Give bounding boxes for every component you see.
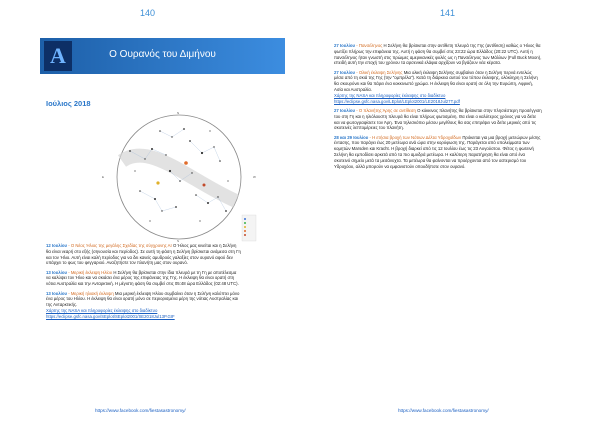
left-text-column bbox=[46, 243, 242, 323]
sky-chart bbox=[100, 111, 258, 243]
event-paragraph: 12 Ιουλίου - Ο Νέος Ήλιος της μεγάλης Σχεδίας της σύγχρονης ΑΙ Ο Ήλιος μας κινείται και η Σελήνη θα είναι νεαρή στο εξής (σηνουσία και περίοδος). Σε αυτή τη φάση η Σελήνη βρίσκεται ανάμεσα στη Γη και τον Ήλιο. Αυτή είναι καλή περίοδος για να δει κανείς αμυδρούς γαλαξίες στον ουρανό αφού δεν υπάρχει το φως του φεγγαριού. Αναζητήστε τον πλανήτη μας στον ουρανό. bbox=[46, 243, 241, 266]
nasa-map-link[interactable]: Χάρτης της NASA και πληροφορίες έκλειψης στο διαδίκτυο bbox=[46, 307, 158, 313]
facebook-footer-link[interactable]: https://www.facebook.com/fiestasastronomy/ bbox=[95, 408, 186, 413]
nasa-map-link[interactable]: Χάρτης της NASA και πληροφορίες έκλειψης στο διαδίκτυο bbox=[334, 92, 446, 98]
event-paragraph: 27 Ιουλίου - Ο πλανήτης Άρης σε αντίθεση Ο κόκκινος πλανήτης θα βρίσκεται στην πλησιέστερη προσέγγιση του στη Γη και η ηλιόλουστη πλευρά θα είναι πλήρως φωτισμένη. Θα είναι ο καλύτερος χρόνος για να δείτε και να φωτογραφίσετε τον Άρη. Ένα τηλεσκόπιο μέσου μεγέθους θα σας επιτρέψει να δείτε μερικές από τις σκοτεινές λεπτομέρειες του πλανήτη. bbox=[334, 107, 542, 131]
right-page bbox=[300, 0, 600, 424]
event-paragraph: 28 και 29 Ιουλίου - Η ετήσια βροχή των Νότιων Δέλτα Υδροχοΐδων Πρόκειται για μια βροχή μετεώρων μέσης έντασης, που παράγει έως 20 μετέωρα ανά ώρα στην κορύφωση της. Παράγεται από υπολείμματα των κομητών Marsden και Kracht. Η βροχή διαρκεί από τις 12 Ιουλίου έως τις 23 Αυγούστου. Φέτος η φωτεινή Σελήνη θα εμποδίσει αρκετά από τα πιο αμυδρά μετέωρα. Η καλύτερη παρατήρηση θα είναι από ένα σκοτεινό σημείο μετά τα μεσάνυχτα. Τα μετέωρα θα φαίνονται να προέρχονται από τον αστερισμό του Υδροχόου, αλλά μπορούν να εμφανιστούν οπουδήποτε στον ουρανό. bbox=[334, 134, 541, 169]
banner-title: Ο Ουρανός του Διμήνου bbox=[109, 49, 216, 60]
event-paragraph: 13 Ιουλίου - Μερική ηλιακή έκλειψη Μια μερική έκλειψη Ηλίου συμβαίνει όταν η Σελήνη καλύπτει μόνο ένα μέρος του Ηλίου. Η έκλειψη θα είναι ορατή μόνο σε περιορισμένα μέρη της νότιας Αυστραλίας και της Ανταρκτικής. Χάρτης της NASA και πληροφορίες έκλειψης στο διαδίκτυο https://eclipse.gsfc.nasa.gov/SEplot/SEplot2001/SE2018Jul13P.GIF bbox=[46, 290, 240, 319]
svg-text:S: S bbox=[177, 239, 180, 243]
event-paragraph: 27 Ιουλίου - Ολική έκλειψη Σελήνης Μια ολική έκλειψη Σελήνης συμβαίνει όταν η Σελήνη περνά εντελώς μέσα από τη σκιά της Γης (την "ομπρέλα"). Κατά τη διάρκεια αυτού του τύπου έκλειψης, ολόκληρη η Σελήνη θα σκουρύνει και θα πάρει ένα κοκκινωπό χρώμα. Η έκλειψη θα είναι ορατή σε όλη την Ευρώπη, Αφρική, Ασία και Αυστραλία. Χάρτης της NASA και πληροφορίες έκλειψης στο διαδίκτυο https://eclipse.gsfc.nasa.gov/LEplot/LEplot2001/LE2018Jul27T.pdf bbox=[334, 69, 538, 104]
eclipse-url-link[interactable]: https://eclipse.gsfc.nasa.gov/SEplot/SEplot2001/SE2018Jul13P.GIF bbox=[46, 313, 175, 319]
title-banner bbox=[40, 38, 285, 74]
magazine-logo: A bbox=[44, 41, 72, 71]
page-number: 141 bbox=[440, 8, 456, 18]
month-heading: Ιούλιος 2018 bbox=[46, 99, 91, 108]
facebook-footer-link[interactable]: https://www.facebook.com/fiestasastronomy/ bbox=[398, 408, 489, 413]
eclipse-url-link[interactable]: https://eclipse.gsfc.nasa.gov/LEplot/LEplot2001/LE2018Jul27T.pdf bbox=[334, 98, 460, 104]
svg-text:N: N bbox=[177, 111, 180, 115]
event-paragraph: 27 Ιουλίου - Πανσέληνος Η Σελήνη θα βρίσκεται στην αντίθετη πλευρά της Γης (αντίθεση) καθώς ο Ήλιος θα φωτίζει πλήρως την επιφάνεια της. Αυτή η φάση θα συμβεί στις 23:22 ώρα Ελλάδος (20:22 UTC). Αυτή η πανσέληνος ήταν γνωστή στις πρώιμες αμερικανικές φυλές ως η Πανσέληνος των Μάλλων (Full Buck Moon), επειδή αυτή την εποχή του χρόνου τα αρσενικά ελάφια αρχίζουν να βγάζουν νέα κέρατα. bbox=[334, 43, 542, 66]
svg-text:E: E bbox=[102, 175, 105, 179]
page-number: 140 bbox=[140, 8, 156, 18]
svg-text:W: W bbox=[253, 175, 256, 179]
right-text-column bbox=[334, 43, 542, 173]
event-paragraph: 13 Ιουλίου - Μερική έκλειψη Ηλίου Η Σελήνη θα βρίσκεται στην ίδια πλευρά με τη Γη με αποτέλεσμα να καλύψει τον Ήλιο και να σκιάσει ένα μέρος της επιφάνειας της Γης. Η έκλειψη θα είναι ορατή στη νότια Αυστραλία και την Ανταρκτική. Η μέγιστη φάση θα συμβεί στις 05:48 ώρα Ελλάδος (02:48 UTC). bbox=[46, 269, 239, 287]
